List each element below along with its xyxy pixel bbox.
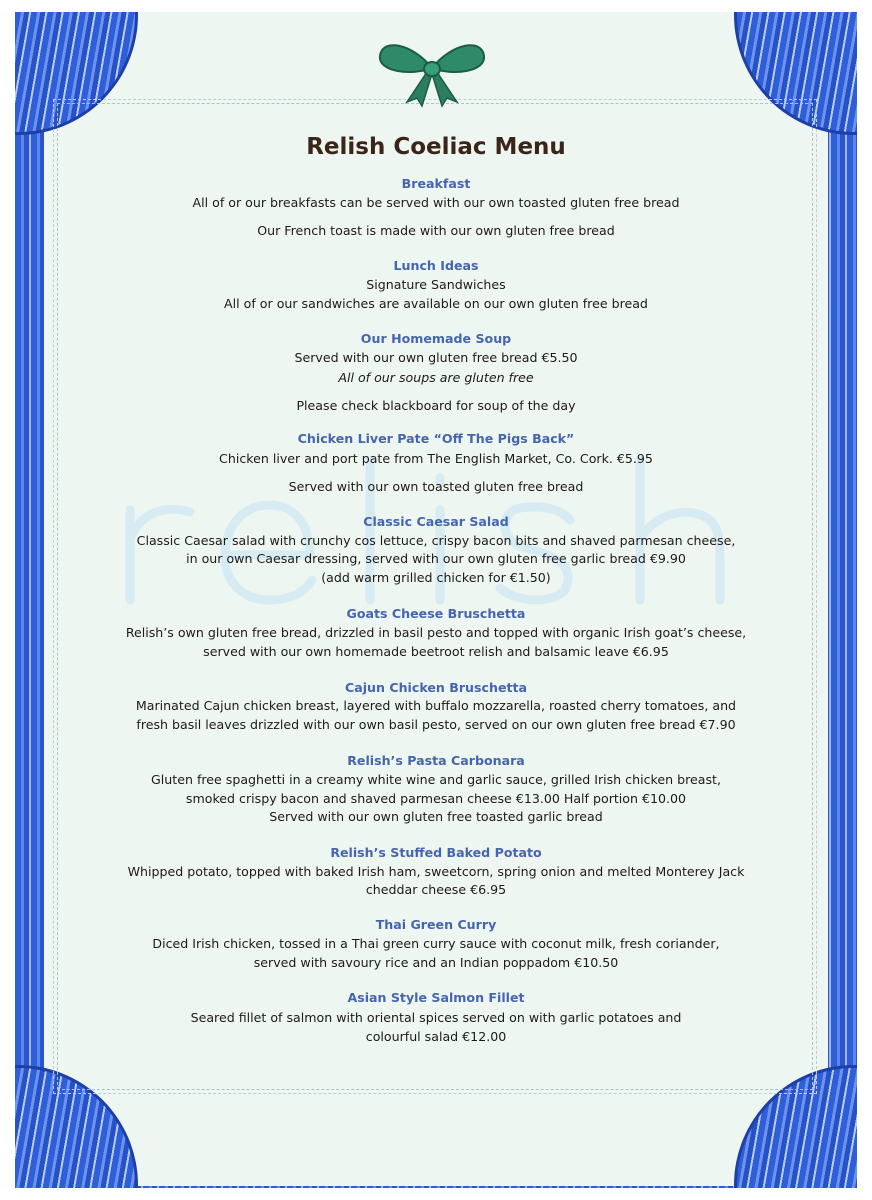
section-heading: Our Homemade Soup: [360, 331, 512, 346]
menu-line: Our French toast is made with our own gluten free bread: [257, 223, 615, 238]
menu-line: Served with our own toasted gluten free bread: [288, 479, 584, 494]
menu-line: Served with our own gluten free toasted garlic bread: [269, 809, 603, 824]
menu-line: Classic Caesar salad with crunchy cos lettuce, crispy bacon bits and shaved parmesan cheese,: [136, 533, 736, 548]
menu-line: Please check blackboard for soup of the day: [296, 398, 576, 413]
relish-watermark-logo: [120, 450, 760, 610]
ribbon-bow-icon: [372, 38, 492, 108]
menu-line: Chicken liver and port pate from The English Market, Co. Cork. €5.95: [219, 451, 653, 466]
section-heading: Relish’s Stuffed Baked Potato: [330, 845, 542, 860]
menu-line: smoked crispy bacon and shaved parmesan cheese €13.00 Half portion €10.00: [185, 791, 687, 806]
menu-line: All of our soups are gluten free: [338, 370, 534, 385]
menu-line: cheddar cheese €6.95: [365, 882, 507, 897]
menu-line: Relish’s own gluten free bread, drizzled in basil pesto and topped with organic Irish goat’s cheese,: [125, 625, 747, 640]
menu-line: colourful salad €12.00: [365, 1029, 507, 1044]
menu-line: Seared fillet of salmon with oriental spices served on with garlic potatoes and: [190, 1010, 682, 1025]
section-heading: Asian Style Salmon Fillet: [347, 990, 525, 1005]
menu-line: served with our own homemade beetroot relish and balsamic leave €6.95: [203, 644, 669, 659]
menu-line: Diced Irish chicken, tossed in a Thai green curry sauce with coconut milk, fresh coriander,: [152, 936, 720, 951]
section-heading: Relish’s Pasta Carbonara: [347, 753, 525, 768]
menu-line: All of or our sandwiches are available on our own gluten free bread: [224, 296, 648, 311]
section-heading: Thai Green Curry: [375, 917, 497, 932]
section-heading: Classic Caesar Salad: [363, 514, 509, 529]
menu-line: in our own Caesar dressing, served with our own gluten free garlic bread €9.90: [186, 551, 686, 566]
section-heading: Chicken Liver Pate “Off The Pigs Back”: [297, 431, 575, 446]
section-heading: Goats Cheese Bruschetta: [346, 606, 526, 621]
menu-line: All of or our breakfasts can be served with our own toasted gluten free bread: [192, 195, 680, 210]
section-heading: Cajun Chicken Bruschetta: [344, 680, 528, 695]
menu-line: Gluten free spaghetti in a creamy white wine and garlic sauce, grilled Irish chicken breast,: [151, 772, 721, 787]
menu-line: Marinated Cajun chicken breast, layered with buffalo mozzarella, roasted cherry tomatoes, and: [135, 698, 737, 713]
menu-line: fresh basil leaves drizzled with our own basil pesto, served on our own gluten free bread €7.90: [136, 717, 736, 732]
menu-line: Whipped potato, topped with baked Irish ham, sweetcorn, spring onion and melted Monterey Jack: [127, 864, 745, 879]
menu-title: Relish Coeliac Menu: [306, 134, 566, 160]
menu-line: Served with our own gluten free bread €5.50: [294, 350, 578, 365]
menu-line: Signature Sandwiches: [366, 277, 506, 292]
menu-line: served with savoury rice and an Indian poppadom €10.50: [253, 955, 619, 970]
menu-line: (add warm grilled chicken for €1.50): [321, 570, 551, 585]
section-heading: Breakfast: [401, 176, 471, 191]
section-heading: Lunch Ideas: [393, 258, 479, 273]
